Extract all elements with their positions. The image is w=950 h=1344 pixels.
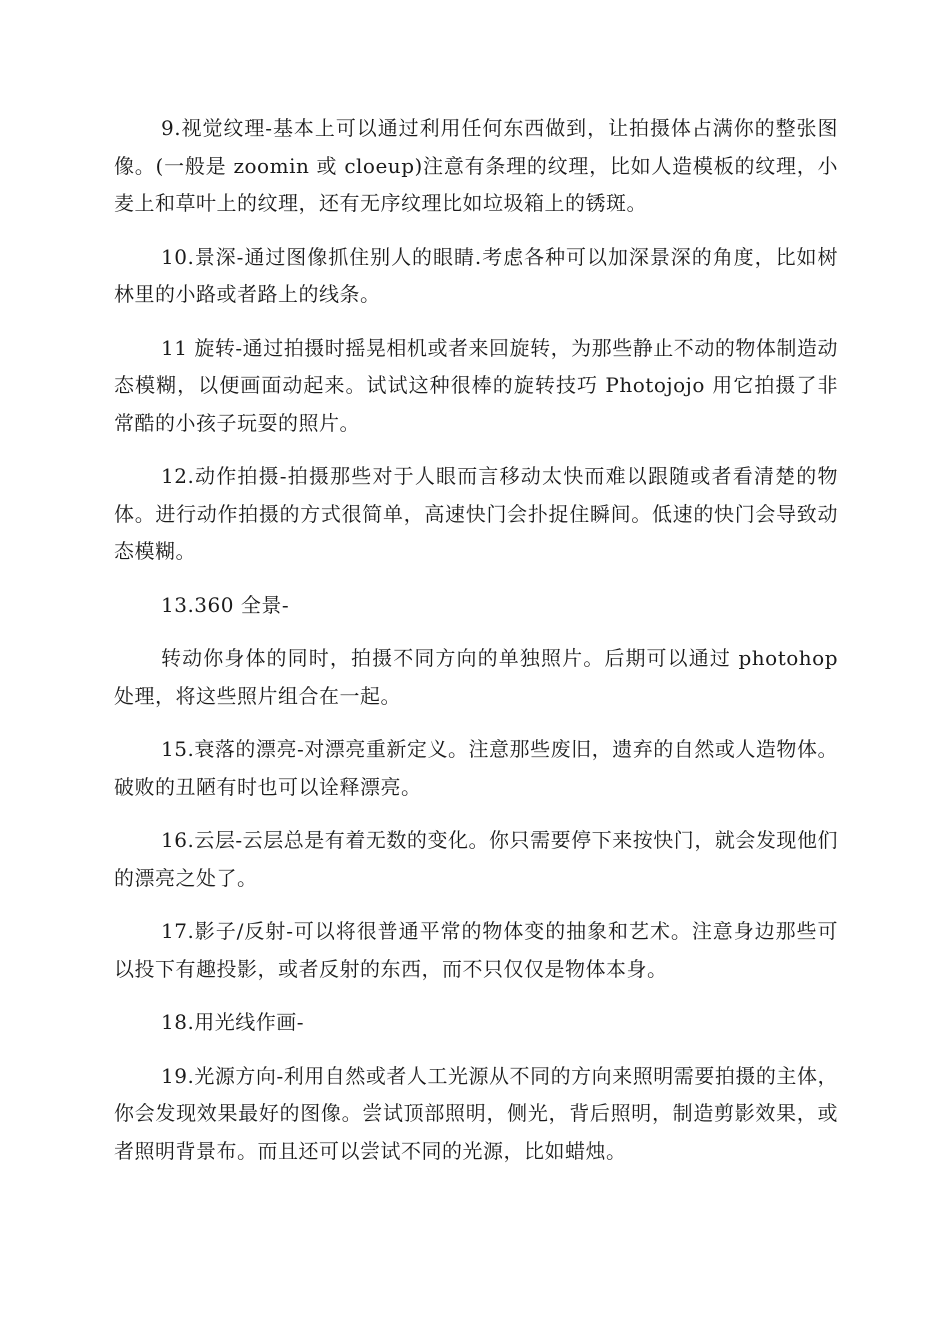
paragraph-depth-of-field: 10.景深-通过图像抓住别人的眼睛.考虑各种可以加深景深的角度，比如树林里的小路或者路上的线条。 xyxy=(114,244,838,306)
paragraph-panorama-heading: 13.360 全景- xyxy=(161,592,290,617)
paragraph-shadow-reflection: 17.影子/反射-可以将很普通平常的物体变的抽象和艺术。注意身边那些可以投下有趣投影，或者反射的东西，而不只仅仅是物体本身。 xyxy=(114,919,838,981)
paragraph-rotation: 11 旋转-通过拍摄时摇晃相机或者来回旋转，为那些静止不动的物体制造动态模糊，以便画面动起来。试试这种很棒的旋转技巧 Photojojo 用它拍摄了非常酷的小孩子玩耍的照片。 xyxy=(114,335,838,435)
paragraph-light-direction: 19.光源方向-利用自然或者人工光源从不同的方向来照明需要拍摄的主体，你会发现效果最好的图像。尝试顶部照明，侧光，背后照明，制造剪影效果，或者照明背景布。而且还可以尝试不同的光源，比如蜡烛。 xyxy=(114,1063,838,1163)
paragraph-faded-beauty: 15.衰落的漂亮-对漂亮重新定义。注意那些废旧，遗弃的自然或人造物体。破败的丑陋有时也可以诠释漂亮。 xyxy=(114,737,838,799)
paragraph-light-painting: 18.用光线作画- xyxy=(161,1010,305,1034)
paragraph-visual-texture: 9.视觉纹理-基本上可以通过利用任何东西做到，让拍摄体占满你的整张图像。(一般是 zoomin 或 cloeup)注意有条理的纹理，比如人造模板的纹理，小麦上和草叶上的纹理，还有无序纹理比如垃圾箱上的锈斑。 xyxy=(114,116,838,215)
paragraph-panorama-body: 转动你身体的同时，拍摄不同方向的单独照片。后期可以通过 photohop 处理，将这些照片组合在一起。 xyxy=(114,646,845,708)
document-body xyxy=(114,110,845,1186)
paragraph-clouds: 16.云层-云层总是有着无数的变化。你只需要停下来按快门，就会发现他们的漂亮之处了。 xyxy=(114,828,838,890)
paragraph-action-shot: 12.动作拍摄-拍摄那些对于人眼而言移动太快而难以跟随或者看清楚的物体。进行动作拍摄的方式很简单，高速快门会扑捉住瞬间。低速的快门会导致动态模糊。 xyxy=(114,464,838,563)
